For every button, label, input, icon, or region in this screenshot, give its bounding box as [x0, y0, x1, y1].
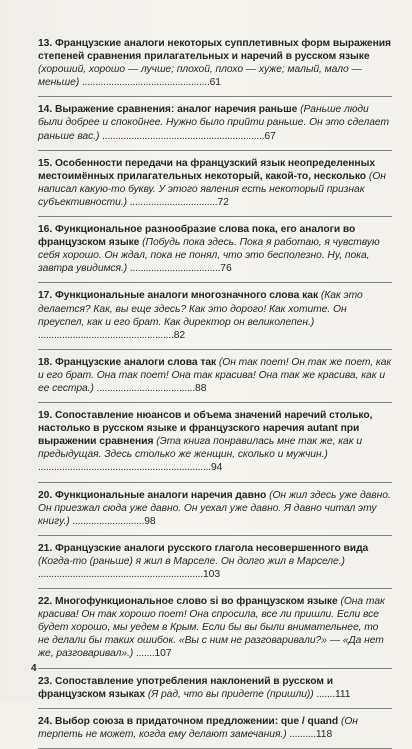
entry-title: 18. Французские аналоги слова так — [38, 356, 219, 368]
toc-entry-23 — [38, 675, 392, 709]
entry-example: (Эта книга понравилась мне так же, как и предыдущая. Здесь столько же женщин, сколько и мужчин.) — [38, 436, 363, 461]
entry-example: (Раньше люди были добрее и спокойнее. Нужно было прийти раньше. Он это сделает раньше вас.) — [38, 104, 389, 142]
page-number: 94 — [210, 462, 223, 474]
entry-title: 17. Функциональные аналоги многозначного слова как — [38, 290, 321, 302]
entry-example: (Побудь пока здесь. Пока я работаю, я чувствую себя хорошо. Он ждал, пока не понял, что это бесполезно. Ну, пока, завтра увидимся.) — [38, 237, 380, 275]
toc-entry-22 — [38, 595, 392, 668]
toc-entry-14 — [38, 103, 392, 150]
toc-entry-15 — [38, 157, 392, 217]
entry-title: 14. Выражение сравнения: аналог наречия раньше — [38, 104, 301, 116]
entry-example: (Он так поет! Он так же поет, как и его брат. Она так поет! Она так красива! Она так же красива, как и ее сестра.) — [38, 356, 392, 394]
page-number: 107 — [154, 648, 172, 660]
leader-dots: ............................................................. — [99, 130, 265, 142]
toc-entry-18 — [38, 356, 392, 403]
entry-title: 22. Многофункциональное слово si во французском языке — [38, 596, 341, 608]
page-number: 67 — [264, 130, 276, 142]
page-number: 61 — [209, 77, 221, 89]
leader-dots: ..................................... — [93, 382, 196, 394]
page-number: 76 — [220, 263, 232, 275]
entry-example: (Я рад, что вы придете (пришли)) — [147, 688, 314, 700]
leader-dots: .......... — [286, 728, 316, 740]
leader-dots: ................................. — [126, 196, 218, 208]
leader-dots: ........................... — [69, 515, 145, 527]
toc-entry-17 — [38, 289, 392, 349]
toc-entry-19 — [38, 409, 392, 482]
entry-example: (Он терпеть не может, когда ему делают замечания.) — [38, 715, 358, 740]
page-number: 88 — [195, 382, 207, 394]
entry-example: (Она так красива! Он так хорошо поет! Она спросила, все ли пришли. Если все будет хорошо, мы уедем в Крым. Если бы вы были внимательнее, то не делали бы таких ошибок. «Вы с ним не разговаривали?» — «Да нет же, разговаривал».) — [38, 596, 385, 660]
leader-dots: ................................................... — [38, 329, 174, 341]
page-number: 111 — [334, 688, 351, 700]
entry-example: (Он написал какую-то букву. У этого явления есть некоторый признак субъективности.) — [38, 170, 386, 208]
leader-dots: .................................. — [127, 263, 221, 275]
toc-entry-16 — [38, 223, 392, 283]
page-number: 118 — [315, 728, 333, 740]
folio-page-number: 4 — [31, 663, 37, 674]
page-number: 72 — [217, 196, 229, 208]
entry-title: 13. Французские аналоги некоторых супплетивных форм выражения степеней сравнения прилагательных и наречий в русском языке — [38, 38, 392, 63]
page-number: 82 — [173, 329, 186, 341]
leader-dots: ................................................ — [79, 77, 210, 89]
leader-dots: .............................................................. — [38, 569, 203, 580]
entry-title: 16. Функциональное разнообразие слова пока, его аналоги во французском языке — [38, 224, 356, 249]
entry-title: 23. Сопоставление употребления наклонений в русском и французском языках — [38, 675, 333, 700]
leader-dots: ................................................................. — [38, 462, 211, 474]
entry-title: 20. Функциональные аналоги наречия давно — [38, 489, 270, 501]
leader-dots: ....... — [133, 648, 155, 660]
toc-entry-24 — [38, 715, 392, 749]
toc-entry-20 — [38, 489, 392, 536]
page-number: 98 — [144, 515, 156, 527]
entry-example: (Он жил здесь уже давно. Он приезжал сюда уже давно. Он уехал уже давно. Я давно читал эту книгу.) — [38, 489, 391, 527]
toc-entry-21 — [38, 542, 392, 589]
leader-dots: ....... — [313, 688, 335, 700]
entry-example: (Как это делается? Как, вы еще здесь? Как это дорого! Как хотите. Он преуспел, как и его брат. Как директор он великолепен.) — [38, 290, 363, 328]
entry-title: 15. Особенности передачи на французский язык неопределенных местоимённых прилагательных некоторый, какой-то, несколько — [38, 157, 376, 182]
entry-title: 24. Выбор союза в придаточном предложении: que / quand — [38, 715, 341, 727]
entry-title: 19. Сопоставление нюансов и объема значений наречий столько, настолько в русском языке и французского наречия autant при выражении сравнения — [38, 410, 373, 448]
toc-entry-13 — [38, 37, 392, 97]
entry-example: (Когда-то (раньше) я жил в Марселе. Он долго жил в Марселе.) — [38, 555, 345, 567]
entry-example: (хороший, хорошо — лучше; плохой, плохо — хуже; малый, мало — меньше) — [38, 64, 362, 89]
page-number: 103 — [202, 569, 221, 580]
entry-title: 21. Французские аналоги русского глагола несовершенного вида — [38, 542, 369, 554]
